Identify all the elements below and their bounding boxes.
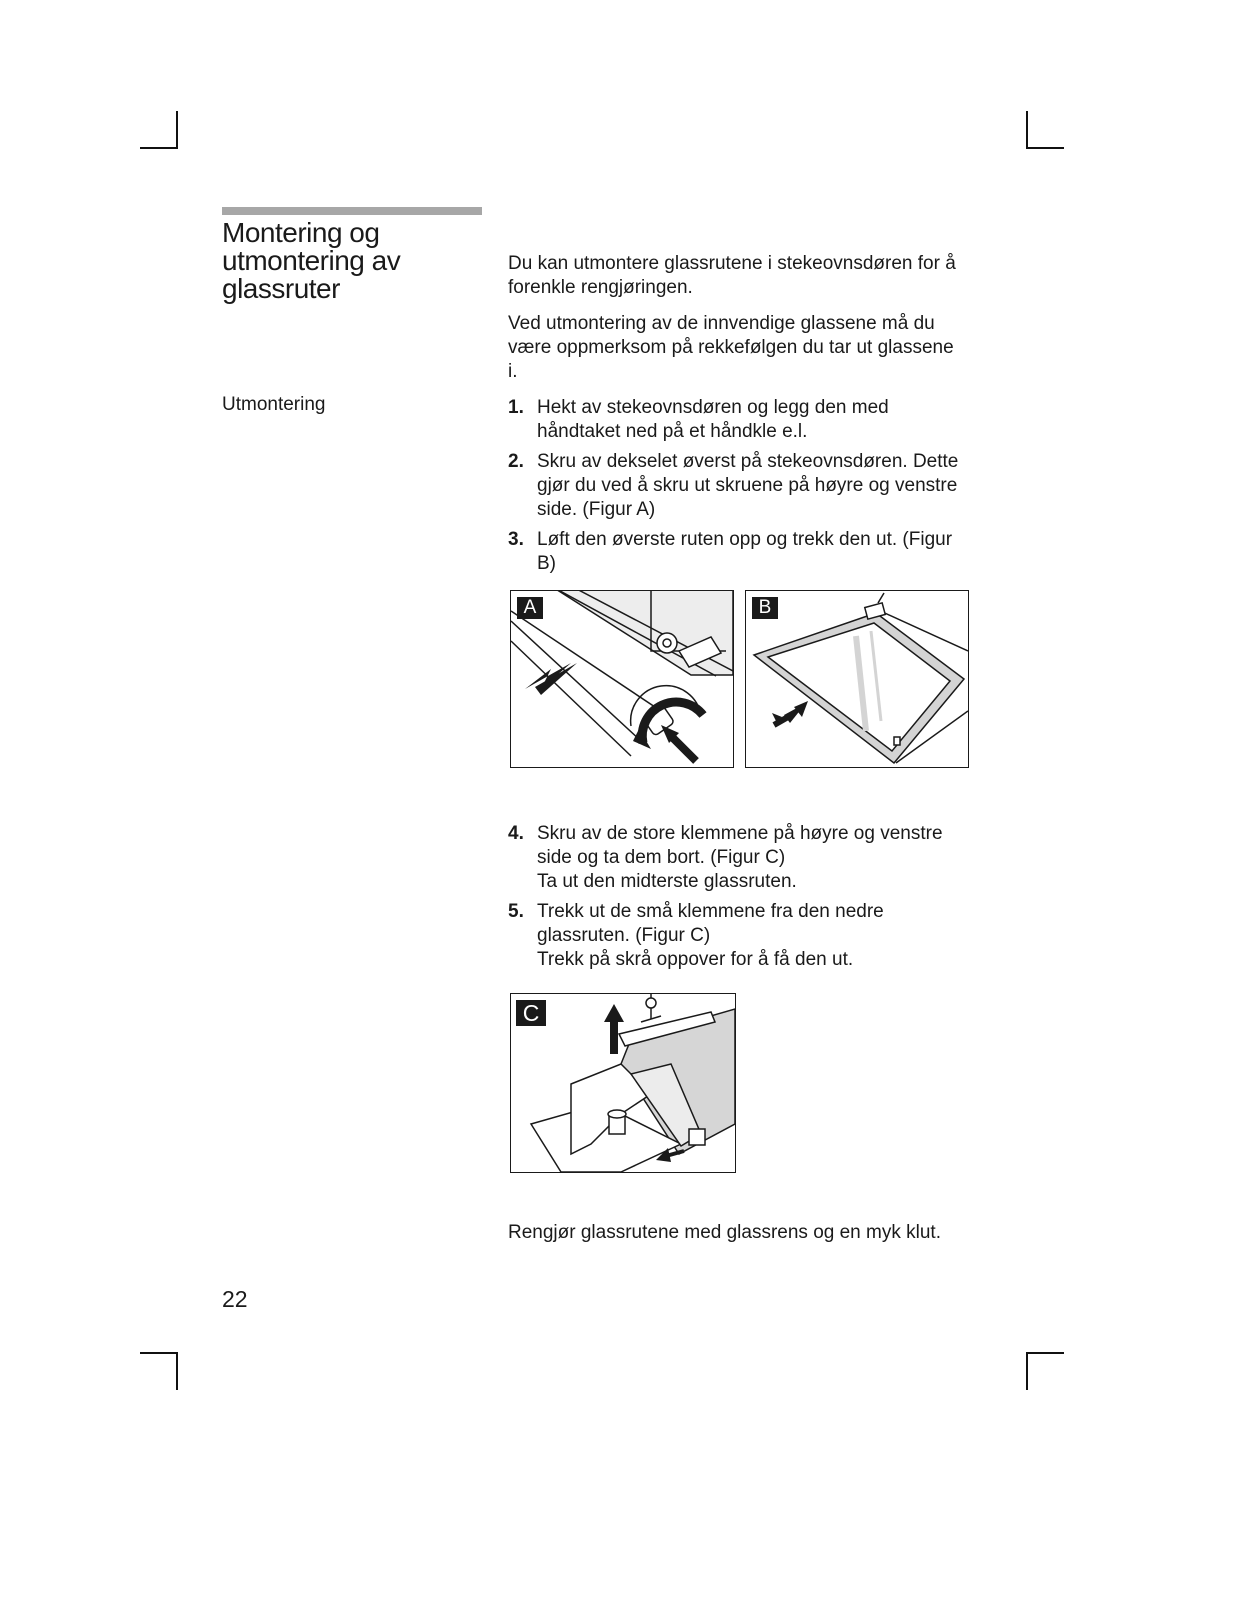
step-4-text-line-1: Skru av de store klemmene på høyre og venstre side og ta dem bort. (Figur C) <box>537 823 943 868</box>
figure-c-label: C <box>516 1000 546 1026</box>
section-title-line-1: Montering og <box>222 217 380 248</box>
intro-paragraph-2: Ved utmontering av de innvendige glassene må du være oppmerksom på rekkefølgen du tar ut glassene i. <box>508 313 954 382</box>
step-4-text <box>537 822 968 894</box>
figure-a-label: A <box>517 597 543 619</box>
section-title-line-3: glassruter <box>222 273 340 304</box>
figure-c <box>510 993 736 1173</box>
step-1-text: Hekt av stekeovnsdøren og legg den med håndtaket ned på et håndkle e.l. <box>537 397 889 442</box>
crop-mark-top-right-vertical <box>1026 111 1028 149</box>
crop-mark-top-left-vertical <box>176 111 178 149</box>
step-5-number: 5. <box>508 901 524 922</box>
step-4-text-line-2: Ta ut den midterste glassruten. <box>537 871 797 892</box>
step-2-number: 2. <box>508 451 524 472</box>
page-number: 22 <box>222 1286 248 1312</box>
step-1-number: 1. <box>508 397 524 418</box>
section-rule <box>222 207 482 215</box>
step-5-text-line-1: Trekk ut de små klemmene fra den nedre glassruten. (Figur C) <box>537 901 884 946</box>
crop-mark-bottom-left-horizontal <box>140 1352 178 1354</box>
closing-text: Rengjør glassrutene med glassrens og en myk klut. <box>508 1222 941 1243</box>
crop-mark-top-left-horizontal <box>140 147 178 149</box>
figure-a <box>510 590 734 768</box>
step-5-text-line-2: Trekk på skrå oppover for å få den ut. <box>537 949 854 970</box>
figure-b <box>745 590 969 768</box>
step-4-number: 4. <box>508 823 524 844</box>
intro-paragraph-1: Du kan utmontere glassrutene i stekeovnsdøren for å forenkle rengjøringen. <box>508 253 956 298</box>
figure-b-label: B <box>752 597 778 619</box>
step-3-number: 3. <box>508 529 524 550</box>
figure-a-illustration <box>511 591 733 767</box>
crop-mark-bottom-left-vertical <box>176 1352 178 1390</box>
figure-b-illustration <box>746 591 968 767</box>
step-5-text <box>537 900 968 972</box>
section-title-line-2: utmontering av <box>222 245 401 276</box>
subheading: Utmontering <box>222 394 326 415</box>
crop-mark-bottom-right-horizontal <box>1026 1352 1064 1354</box>
crop-mark-bottom-right-vertical <box>1026 1352 1028 1390</box>
section-title <box>222 219 482 303</box>
step-2-text: Skru av dekselet øverst på stekeovnsdøren. Dette gjør du ved å skru ut skruene på høyre og venstre side. (Figur A) <box>537 451 959 520</box>
step-3-text: Løft den øverste ruten opp og trekk den ut. (Figur B) <box>537 529 953 574</box>
crop-mark-top-right-horizontal <box>1026 147 1064 149</box>
